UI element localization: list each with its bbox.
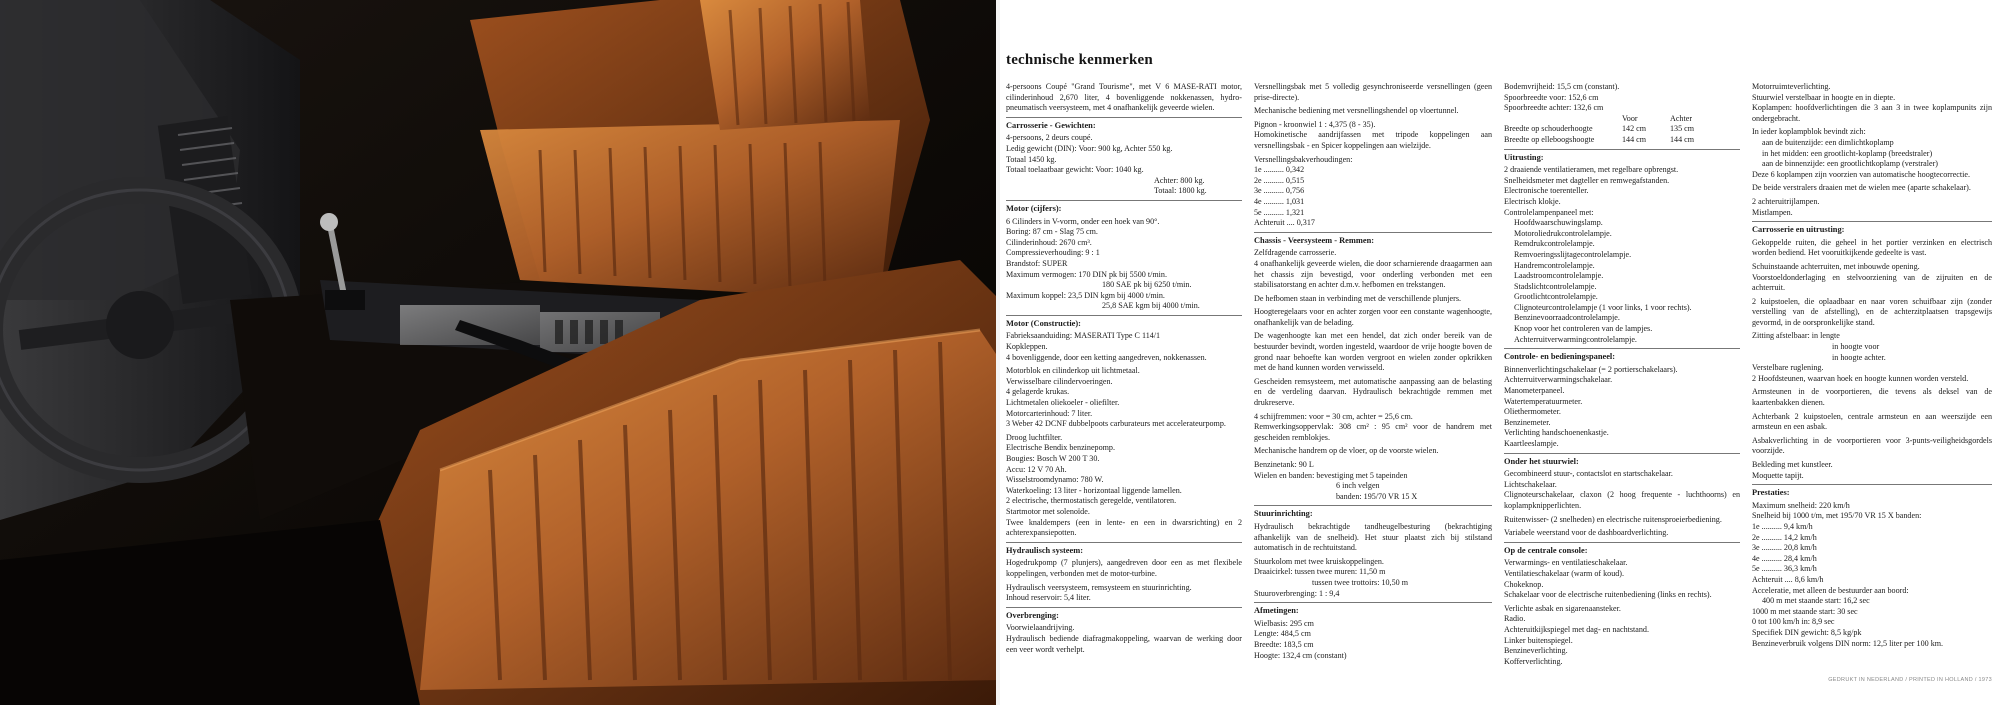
spec-line: 2 draaiende ventilatieramen, met regelbare opbrengst.: [1504, 165, 1679, 175]
spec-line: Stadslichtcontrolelampje.: [1514, 281, 1597, 291]
section-controle-paneel: [1504, 352, 1740, 449]
spec-line: 2e .......... 0,515: [1254, 175, 1305, 185]
section-prestaties: [1752, 488, 1992, 649]
spec-line: Linker buitenspiegel.: [1504, 635, 1573, 645]
spec-line: Achterbank 2 kuipstoelen, centrale armsteun en aan weerszijde een armsteun en een asbak.: [1752, 411, 1992, 432]
spec-line: Zitting afstelbaar: in lengte: [1752, 331, 1840, 341]
section-overbrenging: [1006, 611, 1242, 655]
section-divider: [1504, 542, 1740, 543]
spec-line: Remvoeringsslijtagecontrolelampje.: [1514, 249, 1632, 259]
spec-line: Versnellingsbakverhoudingen:: [1254, 154, 1353, 164]
section-afmetingen-vervolg: [1504, 82, 1740, 114]
section-divider: [1006, 117, 1242, 118]
section-afmetingen: [1254, 606, 1492, 661]
spec-line: Kopkleppen.: [1006, 342, 1048, 352]
spec-line: 5e .......... 36,3 km/h: [1752, 564, 1817, 574]
spec-line: Bekleding met kunstleer.: [1752, 460, 1833, 469]
spec-line: Benzinevoorraadcontrolelampje.: [1514, 313, 1620, 323]
spec-line: Laadstroomcontrolelampje.: [1514, 271, 1604, 281]
table-cell: Breedte op schouderhoogte: [1504, 124, 1593, 134]
spec-line: Cilinderinhoud: 2670 cm³.: [1006, 237, 1092, 247]
spec-column-4: [1752, 82, 1992, 649]
spec-line: 4-persoons, 2 deurs coupé.: [1006, 133, 1093, 143]
section-divider: [1254, 505, 1492, 506]
spec-line: 180 SAE pk bij 6250 t/min.: [1102, 280, 1192, 290]
spec-line: Variabele weerstand voor de dashboardverlichting.: [1504, 528, 1669, 538]
section-heading: Carrosserie - Gewichten:: [1006, 120, 1096, 130]
spec-line: Wielbasis: 295 cm: [1254, 618, 1314, 628]
spec-line: Pignon - kroonwiel 1 : 4,375 (8 - 35).: [1254, 119, 1376, 129]
spec-line: 5e .......... 1,321: [1254, 207, 1305, 217]
section-heading: Prestaties:: [1752, 488, 1790, 498]
spec-line: Hydraulisch veersysteem, remsysteem en stuurinrichting.: [1006, 582, 1192, 592]
section-chassis: [1254, 236, 1492, 503]
spec-line: Ruitenwisser- (2 snelheden) en electrische ruitensproeierbediening.: [1504, 514, 1722, 524]
section-onder-stuurwiel: [1504, 457, 1740, 539]
spec-line: Maximum vermogen: 170 DIN pk bij 5500 t/min.: [1006, 269, 1167, 279]
spec-line: 3 Weber 42 DCNF dubbelpoots carburateurs met accelerateurpomp.: [1006, 419, 1226, 429]
spec-line: Ledig gewicht (DIN): Voor: 900 kg, Achter 550 kg.: [1006, 143, 1173, 153]
spec-line: 3e .......... 20,8 km/h: [1752, 543, 1817, 553]
spec-line: De beide verstralers draaien met de wielen mee (aparte schakelaar).: [1752, 183, 1971, 193]
spec-column-2: [1254, 82, 1492, 661]
spec-line: Clignoteurschakelaar, claxon (2 hoog frequente - luchthoorns) en koplampknipperlichten.: [1504, 490, 1740, 510]
spec-line: Lengte: 484,5 cm: [1254, 629, 1311, 639]
spec-line: Achterruitverwarmingcontrolelampje.: [1514, 334, 1637, 344]
section-carrosserie-uitrusting: [1752, 225, 1992, 481]
section-divider: [1752, 221, 1992, 222]
spec-line: Versnellingsbak met 5 volledig gesynchroniseerde versnellingen (geen prise-directe).: [1254, 82, 1492, 102]
spec-line: Gekoppelde ruiten, die geheel in het portier verzinken en electrisch worden bediend. Het vooruitkijkende gedeelte is vast.: [1752, 237, 1992, 258]
spec-line: Armsteunen in de voorportieren, die tevens als deksel van de kaartenbakken dienen.: [1752, 387, 1992, 408]
spec-line: Spoorbreedte achter: 132,6 cm: [1504, 103, 1604, 113]
spec-line: Gescheiden remsysteem, met automatische aanpassing aan de belasting en de verdeling daarvan. Hydraulisch bekrachtigde remmen met drukreserve.: [1254, 376, 1492, 408]
spec-line: Lichtmetalen oliekoeler - oliefilter.: [1006, 398, 1120, 408]
spec-line: Kaartleeslampje.: [1504, 439, 1559, 448]
spec-line: De hefbomen staan in verbinding met de verschillende plunjers.: [1254, 293, 1462, 303]
spec-line: Koplampen: hoofdverlichtingen die 3 aan 3 in twee koplampunits zijn ondergebracht.: [1752, 103, 1992, 123]
spec-line: 2 Hoofdsteunen, waarvan hoek en hoogte kunnen worden versteld.: [1752, 373, 1969, 383]
spec-line: Verlichting handschoenenkastje.: [1504, 428, 1609, 438]
spec-line: Stuurwiel verstelbaar in hoogte en in diepte.: [1752, 92, 1896, 102]
spec-line: 3e .......... 0,756: [1254, 186, 1305, 196]
table-header: Achter: [1670, 113, 1693, 123]
spec-line: 2e .......... 14,2 km/h: [1752, 532, 1817, 542]
spec-line: 2 kuipstoelen, die oplaadbaar en naar voren schuifbaar zijn (zonder verstelling van de afstelling), en de achterzitplaatsen trapsgewijs gevormd, in de oorspronkelijke stand.: [1752, 296, 1992, 327]
spec-line: Chokeknop.: [1504, 579, 1544, 589]
width-table: [1504, 114, 1740, 146]
section-stuurinrichting: [1254, 509, 1492, 599]
section-heading: Onder het stuurwiel:: [1504, 456, 1579, 466]
intro-paragraph: 4-persoons Coupé "Grand Tourisme", met V 6 MASE-RATI motor, cilinderinhoud 2,670 liter, 4 bovenliggende nokkenassen, hydro-pneumatisch veersysteem, met 4 onafhankelijk geveerde wielen.: [1006, 82, 1242, 113]
spec-column-3: [1504, 82, 1740, 667]
spec-line: in hoogte voor: [1832, 342, 1880, 352]
spec-line: Twee knaldempers (een in lente- en een in dwarsrichting) en 2 achterexpansiepotten.: [1006, 517, 1242, 538]
spec-line: 4 gelagerde krukas.: [1006, 387, 1070, 397]
spec-line: Hoogte: 132,4 cm (constant): [1254, 650, 1347, 660]
spec-line: Mechanische bediening met versnellingshendel op vloertunnel.: [1254, 106, 1459, 116]
spec-line: Achterruitverwarmingschakelaar.: [1504, 375, 1613, 385]
spec-line: 4 onafhankelijk geveerde wielen, die door scharnierende draagarmen aan het chassis zijn bevestigd, voor onderling verbonden met een stabilisatorstang en achter d.m.v. hefbomen en trekstangen.: [1254, 258, 1492, 290]
spec-column-1: [1006, 82, 1242, 658]
spec-line: Gecombineerd stuur-, contactslot en startschakelaar.: [1504, 469, 1673, 479]
spec-line: Benzineverbruik volgens DIN norm: 12,5 liter per 100 km.: [1752, 638, 1944, 648]
spec-line: 0 tot 100 km/h in: 8,9 sec: [1752, 617, 1835, 627]
spec-line: Lichtschakelaar.: [1504, 479, 1557, 489]
spec-line: Electrische Bendix benzinepomp.: [1006, 443, 1116, 453]
spec-line: Verlichte asbak en sigarenaansteker.: [1504, 603, 1621, 613]
spec-line: In ieder koplampblok bevindt zich:: [1752, 127, 1866, 137]
table-cell: 144 cm: [1622, 134, 1647, 144]
spec-line: 1e .......... 0,342: [1254, 165, 1305, 175]
spec-line: Wisselstroomdynamo: 780 W.: [1006, 475, 1104, 485]
spec-line: Watertemperatuurmeter.: [1504, 396, 1583, 406]
spec-line: Spoorbreedte voor: 152,6 cm: [1504, 92, 1599, 102]
spec-line: Grootlichtcontrolelampje.: [1514, 292, 1598, 302]
spec-line: 1e .......... 9,4 km/h: [1752, 521, 1813, 531]
section-hydraulisch: [1006, 546, 1242, 604]
spec-line: Draaicirkel: tussen twee muren: 11,50 m: [1254, 567, 1386, 577]
spec-line: Benzineverlichting.: [1504, 646, 1568, 656]
spec-line: Totaal 1450 kg.: [1006, 154, 1057, 164]
spec-line: Compressieverhouding: 9 : 1: [1006, 248, 1100, 258]
spec-line: Hoofdwaarschuwingslamp.: [1514, 218, 1603, 228]
spec-line: Achteruit .... 8,6 km/h: [1752, 574, 1824, 584]
spec-line: 25,8 SAE kgm bij 4000 t/min.: [1102, 301, 1200, 311]
spec-line: Achter: 800 kg.: [1154, 175, 1205, 185]
spec-line: 4e .......... 1,031: [1254, 196, 1305, 206]
section-versnellingsbak: [1254, 82, 1492, 229]
spec-line: Handremcontrolelampje.: [1514, 260, 1595, 270]
spec-line: Schakelaar voor de electrische ruitenbediening (links en rechts).: [1504, 590, 1712, 600]
spec-title: technische kenmerken: [1006, 52, 1153, 68]
spec-line: Totaal: 1800 kg.: [1154, 186, 1207, 196]
spec-line: Voorwielaandrijving.: [1006, 623, 1075, 633]
spec-line: Motorruimteverlichting.: [1752, 82, 1831, 91]
spec-line: Hydraulisch bekrachtigde tandheugelbesturing (bekrachtiging afhankelijk van de snelheid). Het stuur plaatst zich bij stilstand automatisch in de rechtuitstand.: [1254, 521, 1492, 553]
spec-line: Manometerpaneel.: [1504, 386, 1565, 396]
spec-line: Boring: 87 cm - Slag 75 cm.: [1006, 227, 1098, 237]
spec-line: Maximum koppel: 23,5 DIN kgm bij 4000 t/min.: [1006, 290, 1165, 300]
spec-line: Verwisselbare cilindervoeringen.: [1006, 376, 1113, 386]
spec-line: Electronische toerenteller.: [1504, 186, 1589, 196]
section-divider: [1504, 348, 1740, 349]
table-header: Voor: [1622, 113, 1638, 123]
spec-line: Startmotor met solenoïde.: [1006, 506, 1090, 516]
spec-line: 6 Cilinders in V-vorm, onder een hoek van 90°.: [1006, 216, 1160, 226]
spec-line: Hydraulisch bediende diafragmakoppeling, waarvan de werking door een veer wordt verhelpt.: [1006, 633, 1242, 654]
spec-line: 400 m met staande start: 16,2 sec: [1762, 596, 1870, 606]
spec-line: Remdrukcontrolelampje.: [1514, 239, 1595, 249]
spec-line: Bougies: Bosch W 200 T 30.: [1006, 454, 1100, 463]
spec-line: Motorblok en cilinderkop uit lichtmetaal.: [1006, 366, 1140, 376]
spec-line: Brandstof: SUPER: [1006, 258, 1068, 268]
section-heading: Overbrenging:: [1006, 610, 1059, 620]
spec-line: Bodemvrijheid: 15,5 cm (constant).: [1504, 82, 1620, 91]
spec-line: Clignoteurcontrolelampje (1 voor links, 1 voor rechts).: [1514, 302, 1692, 312]
spec-line: Fabrieksaanduiding: MASERATI Type C 114/1: [1006, 331, 1161, 341]
spec-line: Knop voor het controleren van de lampjes.: [1514, 324, 1653, 334]
spec-line: Electrisch klokje.: [1504, 196, 1561, 206]
spec-line: 4 bovenliggende, door een ketting aangedreven, nokkenassen.: [1006, 352, 1207, 362]
section-divider: [1254, 232, 1492, 233]
section-heading: Op de centrale console:: [1504, 545, 1588, 555]
spec-line: Droog luchtfilter.: [1006, 432, 1063, 442]
table-cell: Breedte op elleboogshoogte: [1504, 134, 1595, 144]
spec-line: Oliethermometer.: [1504, 407, 1561, 417]
spec-line: Inhoud reservoir: 5,4 liter.: [1006, 593, 1091, 603]
spec-line: banden: 195/70 VR 15 X: [1336, 491, 1418, 501]
spec-line: Voorstoeldonderlaging en stelvoorziening van de zijruiten en de achterruit.: [1752, 272, 1992, 293]
spec-line: 6 inch velgen: [1336, 481, 1380, 491]
section-heading: Chassis - Veersysteem - Remmen:: [1254, 235, 1375, 245]
section-heading: Carrosserie en uitrusting:: [1752, 225, 1845, 235]
spec-line: 1000 m met staande start: 30 sec: [1752, 606, 1858, 616]
section-verlichting: [1752, 82, 1992, 218]
spec-line: Stuurkolom met twee kruiskoppelingen.: [1254, 556, 1384, 566]
spec-line: Binnenverlichtingschakelaar (= 2 portierschakelaars).: [1504, 364, 1678, 374]
spec-line: Snelheid bij 1000 t/m, met 195/70 VR 15 X banden:: [1752, 511, 1922, 521]
spec-line: Mechanische handrem op de vloer, op de voorste wielen.: [1254, 446, 1439, 456]
section-divider: [1254, 602, 1492, 603]
table-cell: 135 cm: [1670, 124, 1695, 134]
spec-line: Schuinstaande achterruiten, met inbouwde opening.: [1752, 261, 1920, 271]
spec-line: Waterkoeling: 13 liter - horizontaal liggende lamellen.: [1006, 485, 1182, 495]
spec-line: Kofferverlichting.: [1504, 656, 1563, 666]
section-heading: Motor (cijfers):: [1006, 203, 1062, 213]
spec-line: Stuuroverbrenging: 1 : 9,4: [1254, 588, 1340, 598]
spec-line: Ventilatieschakelaar (warm of koud).: [1504, 568, 1625, 578]
spec-line: Hogedrukpomp (7 plunjers), aangedreven door een as met flexibele koppelingen, verbonden met de motor-turbine.: [1006, 558, 1242, 578]
section-divider: [1504, 149, 1740, 150]
section-divider: [1006, 315, 1242, 316]
spec-line: Snelheidsmeter met dagteller en remwegafstanden.: [1504, 175, 1670, 185]
spec-line: Wielen en banden: bevestiging met 5 tapeinden: [1254, 470, 1408, 480]
section-motor-constructie: [1006, 319, 1242, 539]
section-heading: Afmetingen:: [1254, 606, 1299, 616]
spec-line: Benzinemeter.: [1504, 417, 1551, 427]
spec-line: Totaal toelaatbaar gewicht: Voor: 1040 kg.: [1006, 165, 1144, 175]
section-uitrusting: [1504, 153, 1740, 346]
section-divider: [1006, 607, 1242, 608]
spec-line: Zelfdragende carrosserie.: [1254, 248, 1337, 258]
spec-line: Controlelampenpaneel met:: [1504, 207, 1594, 217]
spec-line: Motoroliedrukcontrolelampje.: [1514, 228, 1612, 238]
spec-line: aan de binnenzijde: een grootlichtkoplamp (verstraler): [1762, 159, 1938, 169]
spec-line: Homokinetische aandrijfassen met tripode koppelingen aan versnellingsbak - en Spicer koppelingen aan wielzijde.: [1254, 130, 1492, 150]
spec-line: Verstelbare ruglening.: [1752, 363, 1824, 373]
spec-line: Motorcarterinhoud: 7 liter.: [1006, 408, 1093, 418]
spec-line: Specifiek DIN gewicht: 8,5 kg/pk: [1752, 627, 1862, 637]
spec-line: Accu: 12 V 70 Ah.: [1006, 464, 1067, 474]
spec-line: Achteruit .... 0,317: [1254, 218, 1315, 228]
table-header: [1504, 114, 1614, 125]
spec-line: Asbakverlichting in de voorportieren voor 3-punts-veiligheidsgordels voorzijde.: [1752, 435, 1992, 456]
section-heading: Motor (Constructie):: [1006, 318, 1081, 328]
section-carrosserie: [1006, 121, 1242, 197]
spec-line: 2 electrische, thermostatisch geregelde, ventilatoren.: [1006, 496, 1177, 506]
spec-line: Acceleratie, met alleen de bestuurder aan boord:: [1752, 585, 1909, 595]
section-divider: [1006, 542, 1242, 543]
spec-line: 2 achteruitrijlampen.: [1752, 196, 1820, 206]
spec-line: Hoogteregelaars voor en achter zorgen voor een constante wagenhoogte, onafhankelijk van de belading.: [1254, 307, 1492, 327]
print-footnote: GEDRUKT IN NEDERLAND / PRINTED IN HOLLAND / 1973: [1828, 677, 1992, 683]
spec-line: Achteruitkijkspiegel met dag- en nachtstand.: [1504, 624, 1649, 634]
spec-line: tussen twee trottoirs: 10,50 m: [1312, 577, 1408, 587]
spec-line: in het midden: een grootlicht-koplamp (breedstraler): [1762, 148, 1933, 158]
spec-line: Remwerkingsoppervlak: 308 cm² : 95 cm² voor de handrem met gescheiden remblokjes.: [1254, 422, 1492, 442]
table-cell: 142 cm: [1622, 124, 1647, 134]
section-motor-cijfers: [1006, 204, 1242, 312]
spec-line: Deze 6 koplampen zijn voorzien van automatische hoogtecorrectie.: [1752, 169, 1970, 179]
table-cell: 144 cm: [1670, 134, 1695, 144]
spec-line: De wagenhoogte kan met een hendel, dat zich onder bereik van de bestuurder bevindt, worden ingesteld, waardoor de vrije hoogte boven de grond naar behoefte kan worden vergroot en wielen zonder opkrikken met de hand kunnen worden verwisseld.: [1254, 331, 1492, 373]
section-centrale-console: [1504, 546, 1740, 668]
section-divider: [1752, 484, 1992, 485]
section-heading: Hydraulisch systeem:: [1006, 545, 1083, 555]
spec-line: aan de buitenzijde: een dimlichtkoplamp: [1762, 137, 1894, 147]
section-heading: Uitrusting:: [1504, 152, 1544, 162]
spec-line: 4e .......... 28,4 km/h: [1752, 553, 1817, 563]
spec-line: Benzinetank: 90 L: [1254, 460, 1314, 469]
section-divider: [1006, 200, 1242, 201]
section-divider: [1504, 453, 1740, 454]
spec-line: 4 schijfremmen: voor = 30 cm, achter = 25,6 cm.: [1254, 411, 1413, 421]
spec-line: Breedte: 183,5 cm: [1254, 639, 1314, 649]
section-heading: Stuurinrichting:: [1254, 509, 1313, 519]
spec-line: Mistlampen.: [1752, 207, 1793, 217]
spec-line: Radio.: [1504, 614, 1526, 624]
spec-line: Verwarmings- en ventilatieschakelaar.: [1504, 558, 1628, 568]
spec-line: in hoogte achter.: [1832, 352, 1886, 362]
section-heading: Controle- en bedieningspaneel:: [1504, 352, 1616, 362]
spec-line: Moquette tapijt.: [1752, 470, 1804, 480]
spec-line: Maximum snelheid: 220 km/h: [1752, 500, 1850, 510]
spec-sheet: [1000, 0, 2000, 705]
